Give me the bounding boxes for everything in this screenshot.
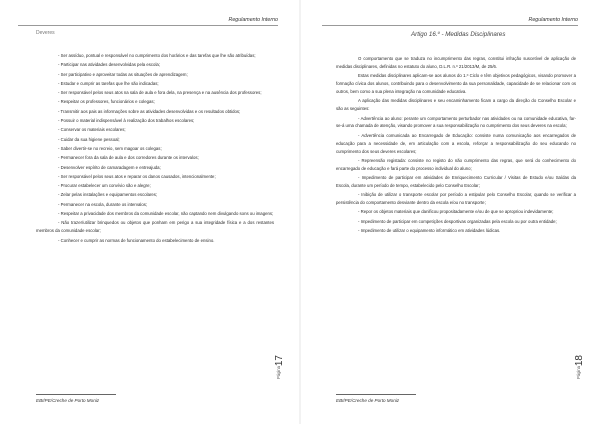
- paragraph: - Participar nas atividades desenvolvidas pela escola;: [58, 62, 160, 68]
- paragraph: A aplicação das medidas disciplinares e seu encaminhamento ficam a cargo da direção do Conselho Escolar e são as seguintes:: [336, 98, 576, 112]
- page-body: [36, 52, 274, 246]
- page-header: Regulamento Interno: [528, 17, 578, 23]
- paragraph: - Impedimento de participar em competições desportivas organizadas pela escola ou por outra entidade;: [358, 218, 557, 224]
- paragraph: - Permanecer fora da sala de aula e dos corredores durante os intervalos;: [58, 155, 199, 161]
- page-number: 18: [574, 354, 585, 366]
- paragraph: - Cuidar da sua higiene pessoal;: [58, 136, 120, 142]
- paragraph: - Repor os objetos materiais que danificou propositadamente e/ou de que se apropriou indevidamente;: [358, 209, 554, 215]
- paragraph: - Transmitir aos pais as informações sobre as atividades desenvolvidas e os resultados obtidos;: [58, 108, 241, 114]
- page-header: Regulamento Interno: [228, 17, 278, 23]
- paragraph: - Respeitar os professores, funcionários e colegas;: [58, 99, 155, 105]
- header-rule: [322, 25, 578, 26]
- paragraph: - Advertência comunicada ao Encarregado de Educação: consiste numa comunicação aos encarregados de educação para a necessidade de, em articulação com a escola, reforçar a responsabilização do seu educando no cumprimento dos seus deveres escolares;: [336, 132, 576, 154]
- paragraph: - Respeitar a privacidade dos membros da comunidade escolar, não captando nem divulgando sons ou imagens;: [58, 211, 274, 217]
- paragraph: - Repreensão registada: consiste no registo do não cumprimento das regras, que será do conhecimento do encarregado de educação e fará parte do processo individual do aluno;: [336, 157, 576, 171]
- article-title: Artigo 16.º - Medidas Disciplinares: [411, 31, 506, 38]
- page-footer: EBI/PE/Creche de Porto Moniz: [36, 398, 100, 403]
- page-label: Página: [276, 365, 281, 379]
- paragraph: O comportamento que se traduza no incumprimento das regras, constitui infração suscetível de aplicação de medidas disciplinares, definidas no estatuto do aluno, D.L.R. n.º 21/2013/M, de 25/6.: [336, 56, 576, 69]
- paragraph: - Permanecer na escola, durante os intervalos;: [58, 201, 148, 207]
- paragraph: - Saber divertir-se no recreio, sem magoar os colegas;: [58, 145, 162, 151]
- paragraph: - Ser participativo e aproveitar todas as situações de aprendizagem;: [58, 71, 188, 77]
- right-page: [300, 0, 600, 424]
- paragraph: - Impedimento de participar em atividades de Enriquecimento Curricular / Visitas de Estudo e/ou Saídas da Escola, durante um período de tempo, estabelecido pelo Conselho Escolar;: [336, 175, 576, 188]
- footer-rule: [336, 394, 416, 395]
- paragraph: - Estudar e cumprir as tarefas que lhe são indicadas;: [58, 80, 159, 86]
- section-tag: Deveres: [36, 30, 55, 36]
- paragraph: - Ser responsável pelos seus atos na sala de aula e fora dela, na presença e na ausência dos professores;: [58, 90, 262, 96]
- paragraph: - Impedimento de utilizar o equipamento informático em atividades lúdicas.: [358, 228, 501, 234]
- paragraph: - Desenvolver espírito de camaradagem e entreajuda;: [58, 164, 161, 170]
- page-number-block: [575, 339, 585, 379]
- paragraph: - Procurar estabelecer um convívio são e alegre;: [58, 183, 151, 189]
- paragraph: - Possuir o material indispensável à realização dos trabalhos escolares;: [58, 118, 195, 124]
- paragraph: - Conservar os materiais escolares;: [58, 127, 126, 133]
- page-body: [336, 55, 576, 236]
- paragraph: - Zelar pelas instalações e equipamentos escolares;: [58, 192, 158, 198]
- paragraph: - Ser responsável pelos seus atos e reparar os danos causados, intencionalmente;: [58, 173, 216, 179]
- page-footer: EBI/PE/Creche de Porto Moniz: [336, 398, 400, 403]
- page-label: Página: [576, 365, 581, 379]
- page-number-block: [275, 339, 285, 379]
- paragraph: - Conhecer e cumprir as normas de funcionamento do estabelecimento de ensino.: [58, 237, 215, 243]
- paragraph: Estas medidas disciplinares aplicam-se aos alunos do 1.º Ciclo e têm objetivos pedagógicos, visando promover a formação cívica dos alunos, contribuindo para o desenvolvimento da sua personalidade, capacidade de se relacionar com os outros, bem como a sua plena integração na comunidade educativa.: [336, 73, 576, 95]
- paragraph: - Não trazer/utilizar brinquedos ou objetos que ponham em perigo a sua integridade física e a dos restantes membros da comunidade escolar;: [36, 220, 274, 234]
- footer-rule: [36, 394, 116, 395]
- paragraph: - Inibição de utilizar o transporte escolar por período a estipular pelo Conselho Escolar, quando se verificar a persistência do comportamento desviante dentro da escola e/ou no transporte;: [336, 192, 576, 206]
- header-rule: [18, 25, 278, 26]
- paragraph: - Advertência ao aluno: perante um comportamento perturbador nas atividades ou na comunidade educativa, far-se-á uma chamada de atenção, visando promover a sua responsabilização no cumprimento dos seus deveres na escola;: [336, 115, 576, 129]
- page-number: 17: [274, 354, 285, 366]
- paragraph: - Ser assíduo, pontual e responsável no cumprimento dos horários e das tarefas que lhe são atribuídas;: [58, 53, 256, 58]
